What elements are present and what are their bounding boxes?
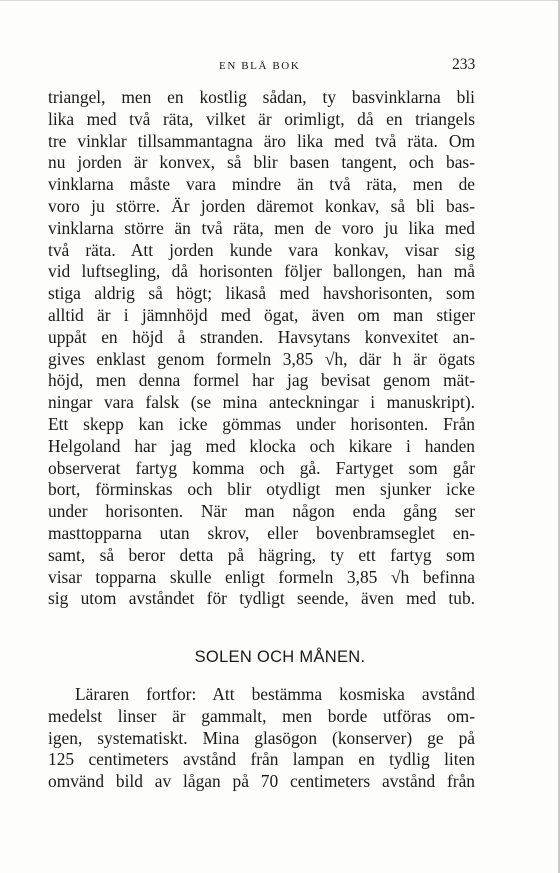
text-line: under horisonten. När man någon enda gång ser	[48, 501, 475, 522]
section-heading: SOLEN OCH MÅNEN.	[194, 648, 366, 666]
text-line: vinklarna större än två räta, men de voro ju lika med	[48, 217, 475, 238]
text-line: lika med två räta, vilket är orimligt, då en triangels	[48, 108, 475, 129]
text-line: Läraren fortfor: Att bestämma kosmiska avstånd	[75, 684, 475, 704]
text-line: vid luftsegling, då horisonten följer ballongen, han må	[48, 261, 475, 282]
text-line: sig utom avståndet för tydligt seende, även med tub.	[48, 588, 475, 609]
text-line: Helgoland har jag med klocka och kikare i handen	[48, 435, 475, 456]
text-line: nu jorden är konvex, så blir basen tangent, och bas-	[48, 152, 475, 173]
text-line: stiga aldrig så högt; likaså med havshorisonten, som	[48, 283, 475, 304]
text-line: triangel, men en kostlig sådan, ty basvinklarna bli	[48, 87, 475, 107]
text-line: 125 centimeters avstånd från lampan en tydlig liten	[48, 749, 475, 770]
text-line: ningar vara falsk (se mina anteckningar i manuskript).	[48, 392, 475, 413]
text-line: Ett skepp kan icke gömmas under horisonten. Från	[48, 413, 475, 434]
text-line: medelst linser är gammalt, men borde utföras om-	[48, 705, 475, 726]
text-line: gives enklast genom formeln 3,85 √h, där h är ögats	[48, 348, 475, 369]
text-line: voro ju större. Är jorden däremot konkav, så bli bas-	[48, 195, 475, 216]
text-line: två räta. Att jorden kunde vara konkav, visar sig	[48, 239, 475, 260]
text-line: vinklarna måste vara mindre än två räta, men de	[48, 174, 475, 195]
page-number: 233	[452, 56, 476, 73]
running-head	[0, 56, 560, 76]
paragraph-continued	[48, 87, 475, 610]
text-line: visar topparna skulle enligt formeln 3,85 √h befinna	[48, 566, 475, 587]
running-title: EN BLÅ BOK	[219, 60, 301, 72]
text-line: omvänd bild av lågan på 70 centimeters avstånd från	[48, 771, 475, 792]
text-line: observerat fartyg komma och gå. Fartyget som går	[48, 457, 475, 478]
text-line: masttopparna utan skrov, eller bovenbramseglet en-	[48, 522, 475, 543]
page-top-edge	[0, 0, 560, 1]
section-paragraph	[48, 684, 475, 793]
text-line: bort, förminskas och blir otydligt men sjunker icke	[48, 479, 475, 500]
text-line: uppåt en höjd å stranden. Havsytans konvexitet an-	[48, 326, 475, 347]
text-line: igen, systematiskt. Mina glasögon (konserver) ge på	[48, 727, 475, 748]
text-line: alltid är i jämnhöjd med ögat, även om man stiger	[48, 304, 475, 325]
text-line: samt, så beror detta på hägring, ty ett fartyg som	[48, 544, 475, 565]
text-line: tre vinklar tillsammantagna äro lika med två räta. Om	[48, 130, 475, 151]
text-line: höjd, men denna formel har jag bevisat genom mät-	[48, 370, 475, 391]
